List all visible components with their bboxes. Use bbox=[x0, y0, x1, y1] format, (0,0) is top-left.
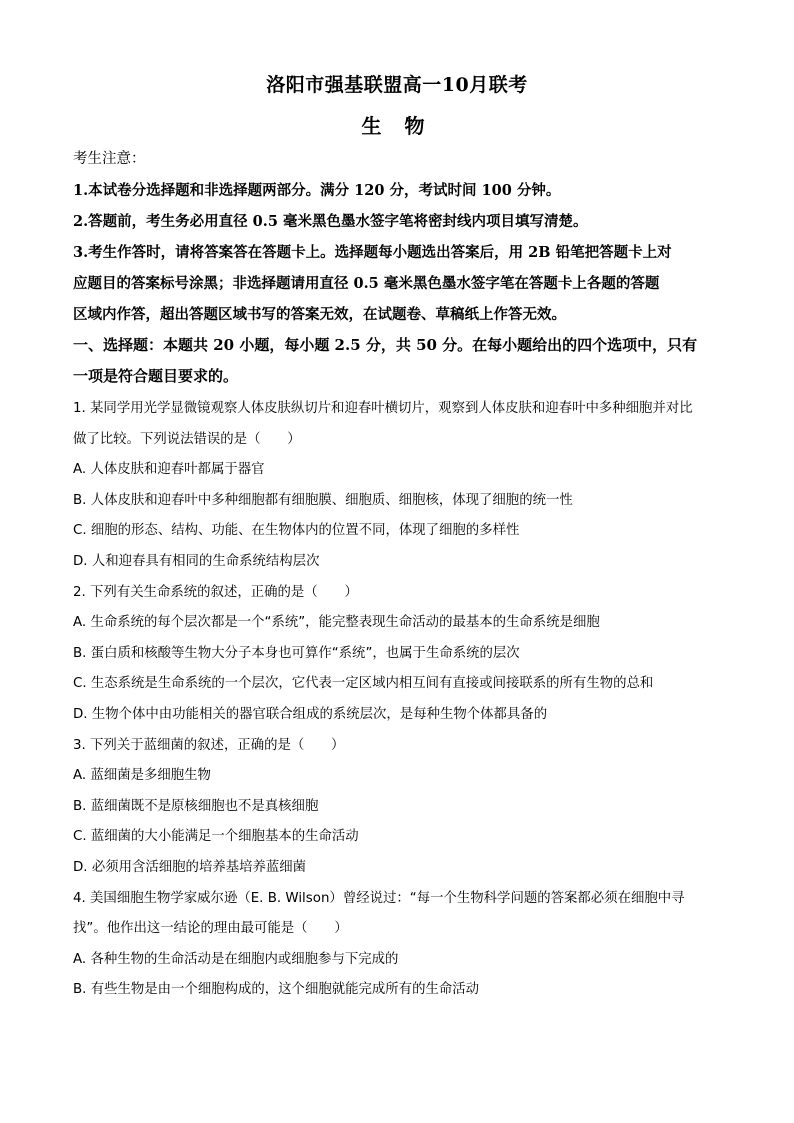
question-stem: 3. 下列关于蓝细菌的叙述，正确的是（ ） bbox=[73, 737, 345, 753]
question-option: D. 生物个体中由功能相关的器官联合组成的系统层次，是每种生物个体都具备的 bbox=[73, 706, 548, 722]
notice-line: 2.答题前，考生务必用直径 0.5 毫米黑色墨水签字笔将密封线内项目填写清楚。 bbox=[73, 213, 588, 230]
question-stem: 做了比较。下列说法错误的是（ ） bbox=[73, 431, 301, 447]
notice-block bbox=[73, 144, 733, 330]
section-line: 一、选择题：本题共 20 小题，每小题 2.5 分，共 50 分。在每小题给出的四个选项中，只有 bbox=[73, 336, 698, 354]
notice-line: 区域内作答，超出答题区域书写的答案无效，在试题卷、草稿纸上作答无效。 bbox=[73, 306, 566, 323]
question-option: B. 人体皮肤和迎春叶中多种细胞都有细胞膜、细胞质、细胞核，体现了细胞的统一性 bbox=[73, 492, 573, 508]
notice-line: 应题目的答案标号涂黑；非选择题请用直径 0.5 毫米黑色墨水签字笔在答题卡上各题的答题 bbox=[73, 275, 660, 292]
question-option: C. 生态系统是生命系统的一个层次，它代表一定区域内相互间有直接或间接联系的所有生物的总和 bbox=[73, 676, 654, 692]
question-option: C. 细胞的形态、结构、功能、在生物体内的位置不同，体现了细胞的多样性 bbox=[73, 523, 520, 539]
question-option: B. 蓝细菌既不是原核细胞也不是真核细胞 bbox=[73, 798, 319, 814]
question-option: B. 蛋白质和核酸等生物大分子本身也可算作“系统”，也属于生命系统的层次 bbox=[73, 645, 520, 661]
exam-subject: 生 物 bbox=[361, 114, 433, 138]
section-line: 一项是符合题目要求的。 bbox=[73, 367, 239, 385]
question-list bbox=[73, 394, 733, 1006]
question-option: A. 各种生物的生命活动是在细胞内或细胞参与下完成的 bbox=[73, 951, 399, 967]
notice-line: 1.本试卷分选择题和非选择题两部分。满分 120 分，考试时间 100 分钟。 bbox=[73, 182, 561, 199]
question-option: B. 有些生物是由一个细胞构成的，这个细胞就能完成所有的生命活动 bbox=[73, 982, 480, 998]
section-heading bbox=[73, 330, 733, 392]
question-option: A. 生命系统的每个层次都是一个“系统”，能完整表现生命活动的最基本的生命系统是细胞 bbox=[73, 615, 600, 631]
question-option: A. 蓝细菌是多细胞生物 bbox=[73, 768, 211, 784]
question-option: A. 人体皮肤和迎春叶都属于器官 bbox=[73, 462, 265, 478]
question-stem: 1. 某同学用光学显微镜观察人体皮肤纵切片和迎春叶横切片，观察到人体皮肤和迎春叶中多种细胞并对比 bbox=[73, 401, 693, 416]
exam-title: 洛阳市强基联盟高一10月联考 bbox=[266, 74, 528, 96]
question-option: D. 必须用含活细胞的培养基培养蓝细菌 bbox=[73, 859, 307, 875]
question-option: D. 人和迎春具有相同的生命系统结构层次 bbox=[73, 553, 320, 569]
notice-line: 3.考生作答时，请将答案答在答题卡上。选择题每小题选出答案后，用 2B 铅笔把答题卡上对 bbox=[73, 244, 672, 261]
notice-heading: 考生注意： bbox=[73, 151, 146, 167]
question-option: C. 蓝细菌的大小能满足一个细胞基本的生命活动 bbox=[73, 829, 359, 845]
question-stem: 找”。他作出这一结论的理由最可能是（ ） bbox=[73, 921, 348, 937]
question-stem: 2. 下列有关生命系统的叙述，正确的是（ ） bbox=[73, 584, 358, 600]
question-stem: 4. 美国细胞生物学家威尔逊（E. B. Wilson）曾经说过：“每一个生物科学问题的答案都必须在细胞中寻 bbox=[73, 890, 685, 906]
